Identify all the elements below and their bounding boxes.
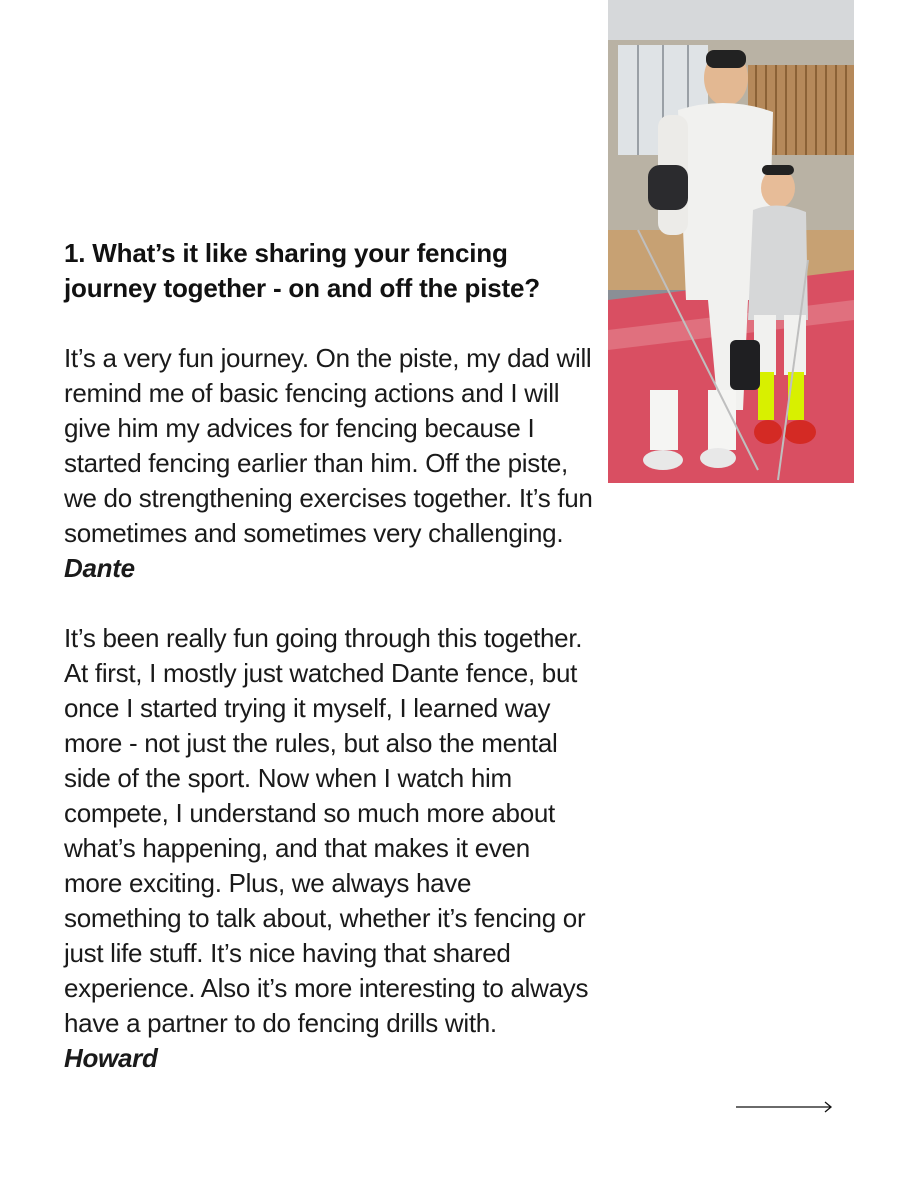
arrow-right-icon: [736, 1098, 834, 1116]
fencers-photo: [608, 0, 854, 483]
answer-text: It’s a very fun journey. On the piste, my dad will remind me of basic fencing actions and I will give him my advices for fencing because I started fencing earlier than him. Off the piste, we do strengthening exercises together. It’s fun sometimes and sometimes very challenging.: [64, 343, 593, 548]
answer-text: It’s been really fun going through this together. At first, I mostly just watched Dante fence, but once I started trying it myself, I learned way more - not just the rules, but also the mental side of the sport. Now when I watch him compete, I understand so much more about what’s happening, and that makes it even more exciting. Plus, we always have something to talk about, whether it’s fencing or just life stuff. It’s nice having that shared experience. Also it’s more interesting to always have a partner to do fencing drills with.: [64, 623, 589, 1038]
next-page-button[interactable]: [736, 1098, 834, 1116]
answer-dante: [64, 341, 594, 586]
answer-author: Howard: [64, 1043, 158, 1073]
answer-author: Dante: [64, 553, 135, 583]
answer-howard: [64, 621, 594, 1076]
photo-icon: [608, 0, 854, 483]
interview-content: [64, 236, 594, 1076]
question-heading: 1. What’s it like sharing your fencing journey together - on and off the piste?: [64, 238, 540, 303]
